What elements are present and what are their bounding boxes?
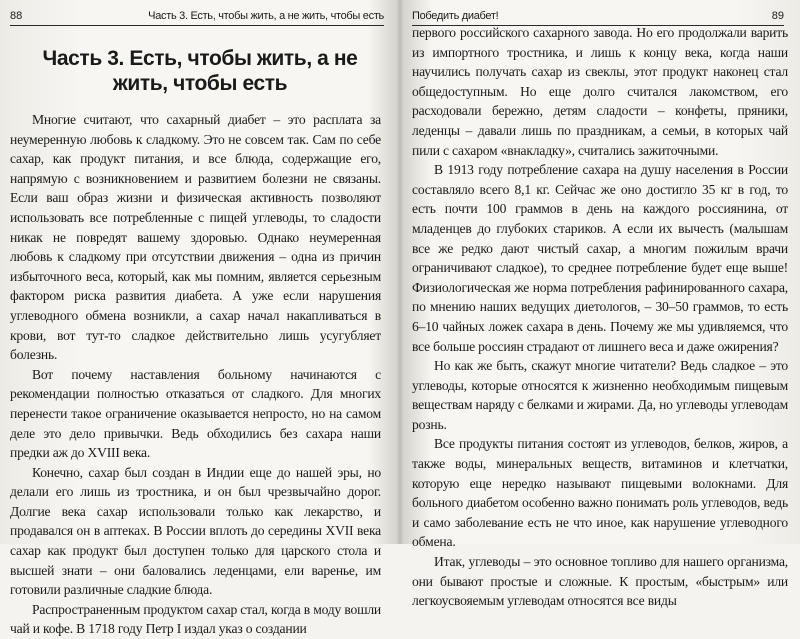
paragraph: Итак, углеводы – это основное топливо для нашего организма, они бывают простые и сложные. К простым, «быстрым» или легкоусвояемым углеводам относятся все виды: [412, 554, 788, 609]
right-page: [404, 0, 800, 609]
paragraph: Все продукты питания состоят из углеводов, белков, жиров, а также воды, минеральных веществ, витаминов и клетчатки, которую еще нередко называют пищевыми волокнами. Для больного диабетом особенно важно понимать роль углеводов, ведь и само заболевание есть не что иное, как нарушение углеводного обмена.: [412, 436, 788, 550]
page-header: [10, 9, 384, 26]
paragraph: Конечно, сахар был создан в Индии еще до нашей эры, но делали его лишь из тростника, и он был чрезвычайно дорог. Долгие века сахар использовали только как лекарство, и продавался он в аптеках. В России вплоть до середины XVII века сахар как продукт был доступен только для царского стола и высшей знати – они баловались леденцами, ели варенье, им готовили различные сладкие блюда.: [10, 464, 381, 598]
paragraph: Но как же быть, скажут многие читатели? Ведь сладкое – это углеводы, которые относятся к жизненно необходимым пищевым веществам наряду с белками и жирами. Да, но углеводы углеводам рознь.: [412, 358, 788, 432]
paragraph: В 1913 году потребление сахара на душу населения в России составляло всего 8,1 кг. Сейчас же оно достигло 35 кг в год, то есть почти 100 граммов в день на каждого россиянина, от младенцев до глубоких стариков. А если их вычесть (малышам все же редко дают чистый сахар, а многим пожилым врачи ограничивают сладкое), то среднее потребление будет еще выше! Физиологическая же норма потребления рафинированного сахара, по мнению наших ведущих диетологов, – 30–50 граммов, то есть 6–10 чайных ложек сахара в день. Почему же мы удивляемся, что все больше россиян страдают от лишнего веса и даже ожирения?: [412, 162, 788, 354]
body-text: [10, 110, 381, 639]
chapter-title: Часть 3. Есть, чтобы жить, а не жить, чтобы есть: [42, 47, 358, 95]
page-number: 89: [771, 10, 784, 22]
running-head: Часть 3. Есть, чтобы жить, а не жить, чтобы есть: [148, 10, 384, 22]
paragraph: Распространенным продуктом сахар стал, когда в моду вошли чай и кофе. В 1718 году Петр I издал указ о создании: [10, 601, 381, 637]
page-number: 88: [10, 10, 23, 22]
running-head: Победить диабет!: [412, 10, 499, 22]
paragraph: Вот почему наставления больному начинаются с рекомендации полностью отказаться от сладкого. Для многих перенести такое ограничение оказывается непросто, но на самом деле это дело привычки. Ведь обходились без сахара наши предки аж до XVIII века.: [10, 366, 381, 461]
paragraph: Многие считают, что сахарный диабет – это расплата за неумеренную любовь к сладкому. Это не совсем так. Сам по себе сахар, как продукт питания, и все блюда, содержащие его, напрямую с возникновением и развитием болезни не связаны. Если ваш образ жизни и физическая активность позволяют использовать все потребленные с пищей углеводы, то сладости никак не повредят вашему здоровью. Однако неумеренная любовь к сладкому при отсутствии движения – одна из причин избыточного веса, который, как мы помним, является серьезным фактором риска развития диабета. А уже если нарушения углеводного обмена возникли, а сахар начал накапливаться в крови, вот тут-то сладкое действительно лишь усугубляет болезнь.: [10, 112, 381, 363]
paragraph: первого российского сахарного завода. Но его продолжали варить из импортного тростника, и лишь к концу века, когда наши научились получать сахар из свеклы, этот продукт наконец стал общедоступным. Но еще долго считался лакомством, его расходовали бережно, детям сладости – конфеты, пряники, леденцы – давали лишь по праздникам, а семьи, в которых чай пили с сахаром «внакладку», считались зажиточными.: [412, 25, 788, 158]
body-text: [412, 23, 788, 611]
left-page: [0, 0, 396, 637]
